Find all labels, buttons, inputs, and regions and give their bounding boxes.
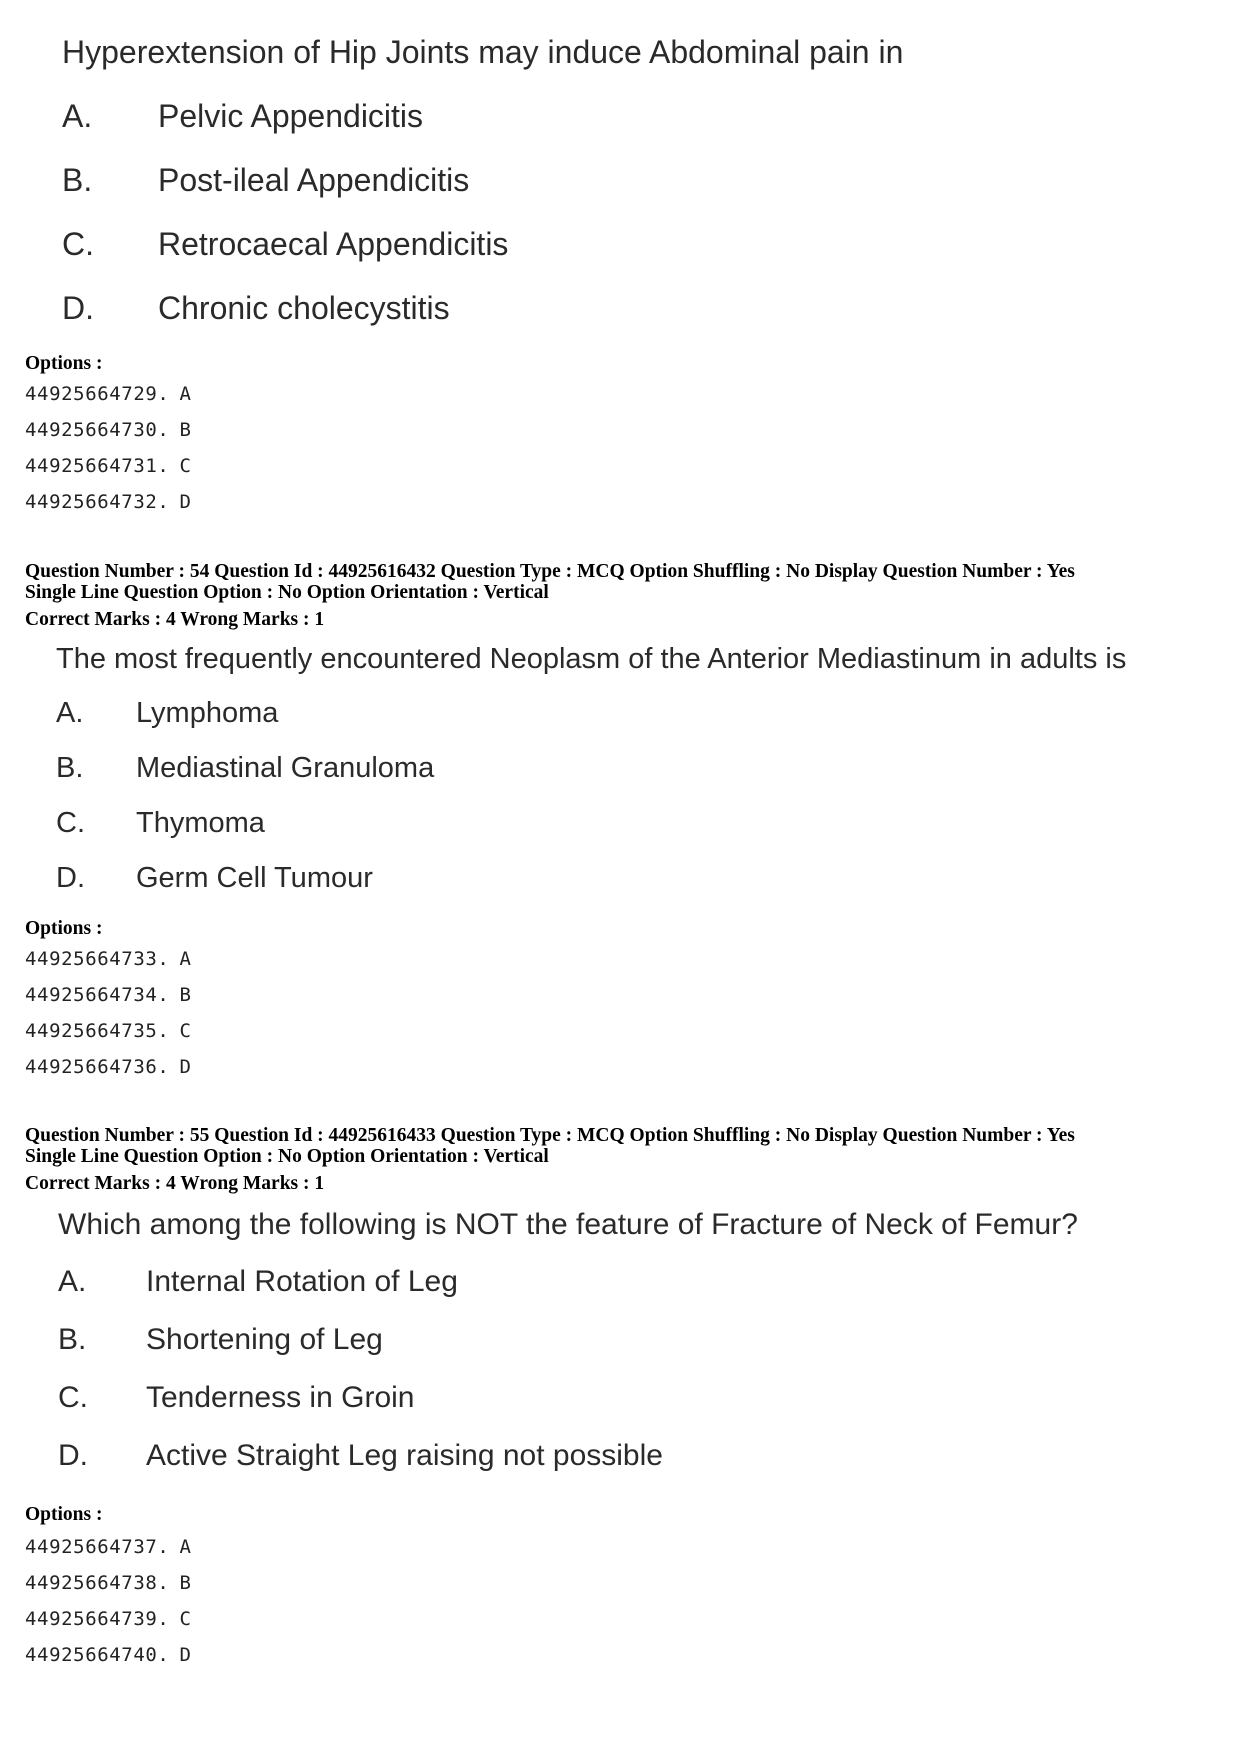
option-id: 44925664735. — [25, 1020, 170, 1042]
choice-text: Chronic cholecystitis — [158, 290, 450, 326]
choice-text: Lymphoma — [136, 697, 279, 729]
option-id-row — [25, 1608, 192, 1630]
choice-text: Mediastinal Granuloma — [136, 752, 435, 784]
choice-text: Shortening of Leg — [146, 1323, 383, 1356]
option-id-row — [25, 1056, 192, 1078]
option-letter: D — [179, 1056, 192, 1078]
choice-text: Germ Cell Tumour — [136, 862, 373, 894]
option-letter: B — [179, 1572, 192, 1594]
option-id-row — [25, 491, 192, 513]
choice-letter: B. — [58, 1323, 87, 1356]
choice-text: Retrocaecal Appendicitis — [158, 226, 509, 262]
option-id-row — [25, 1644, 192, 1666]
options-label: Options : — [25, 1504, 103, 1525]
choice-letter: D. — [56, 862, 85, 894]
choice-text: Active Straight Leg raising not possible — [146, 1439, 663, 1472]
choice-letter: A. — [56, 697, 84, 729]
option-id-row — [25, 948, 192, 970]
option-letter: A — [179, 383, 192, 405]
option-letter: B — [179, 419, 192, 441]
choice-text: Internal Rotation of Leg — [146, 1265, 458, 1298]
option-letter: D — [179, 1644, 192, 1666]
choice-letter: D. — [62, 290, 94, 326]
option-letter: A — [179, 948, 192, 970]
options-label: Options : — [25, 353, 103, 374]
question-text: Which among the following is NOT the feature of Fracture of Neck of Femur? — [58, 1208, 1078, 1241]
question-meta-line: Question Number : 54 Question Id : 44925616432 Question Type : MCQ Option Shuffling : No Display Question Number : Yes — [25, 561, 1075, 582]
question-meta-line: Single Line Question Option : No Option Orientation : Vertical — [25, 1146, 549, 1167]
question-text: Hyperextension of Hip Joints may induce Abdominal pain in — [62, 34, 904, 70]
choice-letter: B. — [62, 162, 93, 198]
choice-letter: C. — [58, 1381, 88, 1414]
option-id: 44925664732. — [25, 491, 170, 513]
option-letter: B — [179, 984, 192, 1006]
question-meta-line: Single Line Question Option : No Option Orientation : Vertical — [25, 582, 549, 603]
options-label: Options : — [25, 918, 103, 939]
option-id-row — [25, 1536, 192, 1558]
question-marks-line: Correct Marks : 4 Wrong Marks : 1 — [25, 609, 325, 630]
option-letter: A — [179, 1536, 192, 1558]
option-id: 44925664734. — [25, 984, 170, 1006]
option-letter: C — [179, 1020, 192, 1042]
option-id-row — [25, 383, 192, 405]
option-id-row — [25, 1020, 192, 1042]
option-id: 44925664736. — [25, 1056, 170, 1078]
choice-letter: A. — [62, 98, 93, 134]
choice-text: Post-ileal Appendicitis — [158, 162, 470, 198]
option-id-row — [25, 984, 192, 1006]
option-id: 44925664729. — [25, 383, 170, 405]
choice-letter: A. — [58, 1265, 87, 1298]
option-letter: C — [179, 455, 192, 477]
choice-letter: C. — [56, 807, 85, 839]
option-id-row — [25, 1572, 192, 1594]
question-marks-line: Correct Marks : 4 Wrong Marks : 1 — [25, 1173, 325, 1194]
option-id-row — [25, 455, 192, 477]
option-id: 44925664738. — [25, 1572, 170, 1594]
option-id: 44925664730. — [25, 419, 170, 441]
choice-letter: D. — [58, 1439, 88, 1472]
question-meta-line: Question Number : 55 Question Id : 44925616433 Question Type : MCQ Option Shuffling : No Display Question Number : Yes — [25, 1125, 1075, 1146]
choice-letter: C. — [62, 226, 94, 262]
choice-text: Tenderness in Groin — [146, 1381, 415, 1414]
option-id-row — [25, 419, 192, 441]
option-id: 44925664739. — [25, 1608, 170, 1630]
option-letter: C — [179, 1608, 192, 1630]
choice-letter: B. — [56, 752, 84, 784]
option-letter: D — [179, 491, 192, 513]
question-text: The most frequently encountered Neoplasm of the Anterior Mediastinum in adults is — [56, 643, 1127, 675]
choice-text: Pelvic Appendicitis — [158, 98, 424, 134]
option-id: 44925664733. — [25, 948, 170, 970]
option-id: 44925664731. — [25, 455, 170, 477]
option-id: 44925664737. — [25, 1536, 170, 1558]
choice-text: Thymoma — [136, 807, 265, 839]
option-id: 44925664740. — [25, 1644, 170, 1666]
